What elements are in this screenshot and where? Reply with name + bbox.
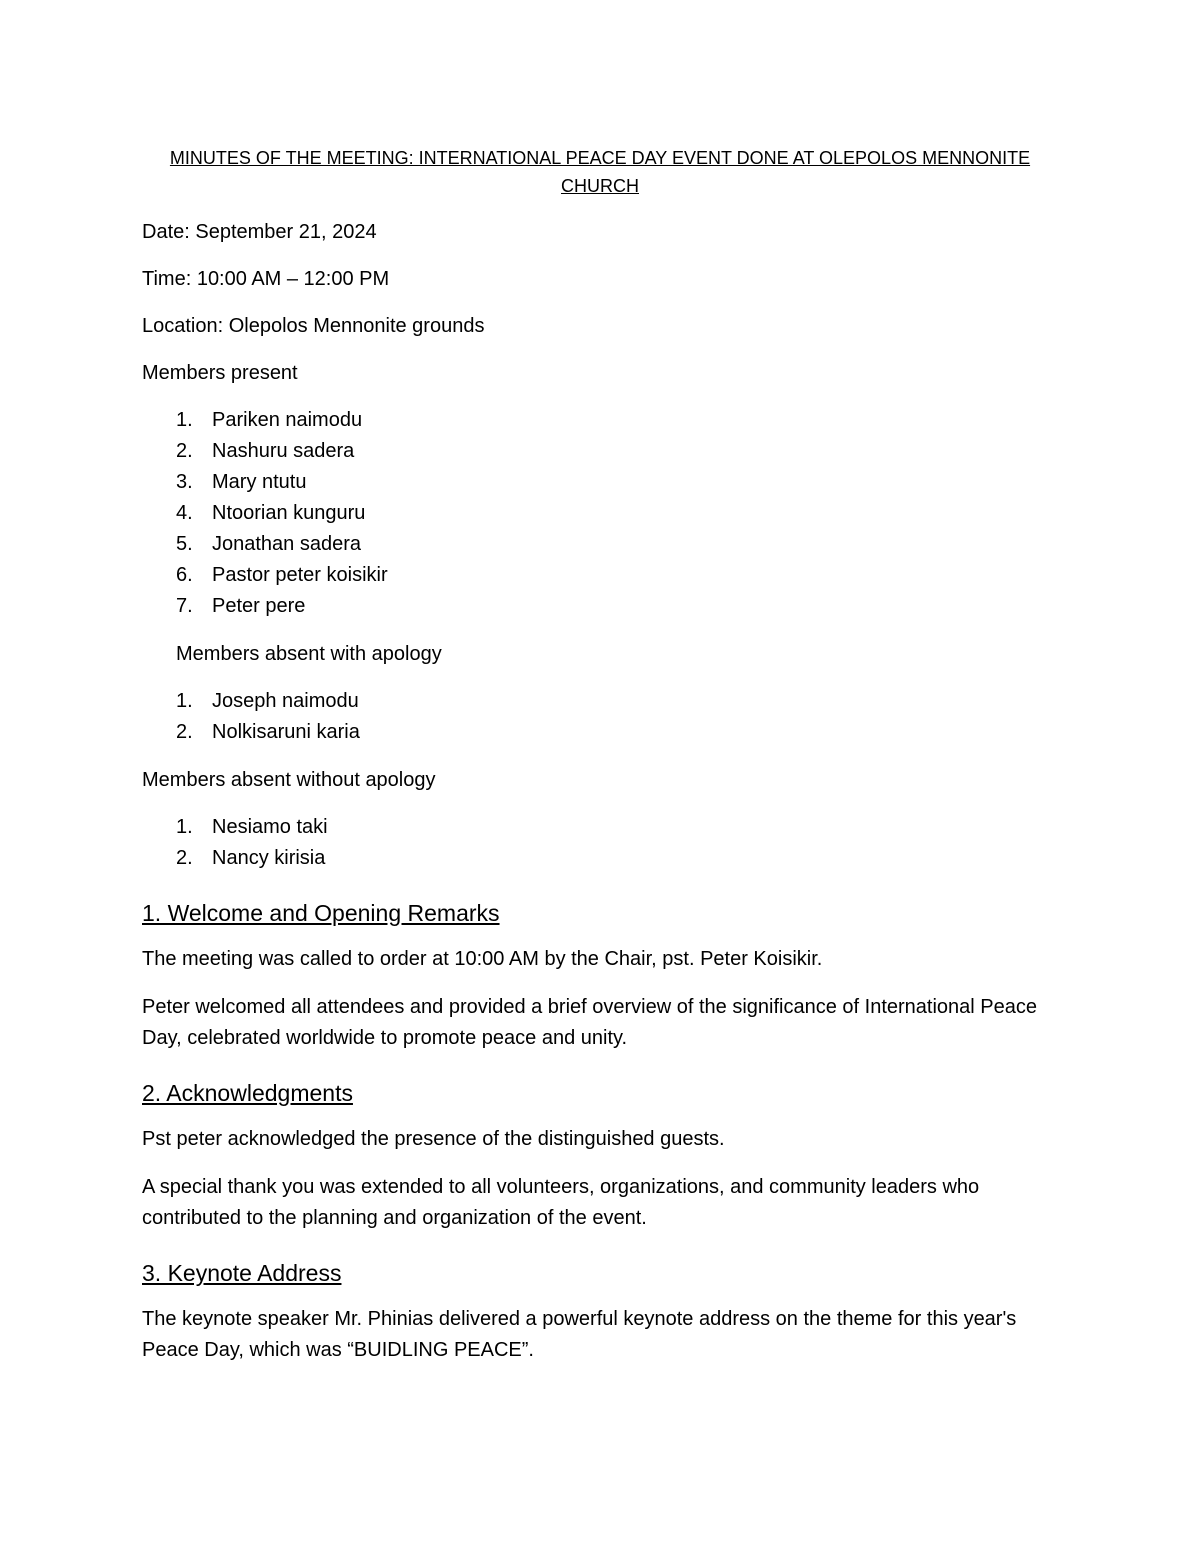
absent-with-apology-label: Members absent with apology	[176, 643, 442, 665]
member-name: Pariken naimodu	[212, 409, 363, 431]
list-number: 1.	[176, 690, 193, 712]
member-name: Mary ntutu	[212, 471, 307, 493]
list-number: 7.	[176, 595, 193, 617]
absent-with-apology-list	[142, 686, 1058, 748]
list-item	[142, 686, 1058, 717]
list-number: 5.	[176, 533, 193, 555]
list-number: 3.	[176, 471, 193, 493]
paragraph: The keynote speaker Mr. Phinias delivered a powerful keynote address on the theme for this year's Peace Day, which was “BUIDLING PEACE”.	[142, 1308, 1017, 1361]
member-name: Nolkisaruni karia	[212, 721, 360, 743]
member-name: Ntoorian kunguru	[212, 502, 366, 524]
paragraph: A special thank you was extended to all volunteers, organizations, and community leaders who contributed to the planning and organization of the event.	[142, 1176, 980, 1229]
member-name: Joseph naimodu	[212, 690, 359, 712]
list-number: 1.	[176, 409, 193, 431]
meeting-date: Date: September 21, 2024	[142, 221, 377, 243]
absent-without-apology-list	[142, 812, 1058, 874]
list-item	[142, 717, 1058, 748]
document-content	[142, 144, 1058, 1383]
paragraph: Pst peter acknowledged the presence of the distinguished guests.	[142, 1128, 725, 1150]
list-number: 6.	[176, 564, 193, 586]
list-item	[142, 467, 1058, 498]
list-number: 4.	[176, 502, 193, 524]
absent-without-apology-label: Members absent without apology	[142, 769, 436, 791]
member-name: Nashuru sadera	[212, 440, 355, 462]
member-name: Jonathan sadera	[212, 533, 362, 555]
members-present-label: Members present	[142, 362, 298, 384]
list-item	[142, 812, 1058, 843]
list-number: 2.	[176, 721, 193, 743]
meeting-location: Location: Olepolos Mennonite grounds	[142, 315, 485, 337]
member-name: Nancy kirisia	[212, 847, 326, 869]
paragraph: The meeting was called to order at 10:00 AM by the Chair, pst. Peter Koisikir.	[142, 948, 823, 970]
section-heading-acknowledgments: 2. Acknowledgments	[142, 1080, 353, 1106]
list-item	[142, 436, 1058, 467]
list-item	[142, 529, 1058, 560]
meeting-time: Time: 10:00 AM – 12:00 PM	[142, 268, 390, 290]
list-item	[142, 405, 1058, 436]
list-number: 2.	[176, 847, 193, 869]
section-heading-keynote: 3. Keynote Address	[142, 1260, 342, 1286]
list-item	[142, 560, 1058, 591]
list-number: 1.	[176, 816, 193, 838]
document-title: MINUTES OF THE MEETING: INTERNATIONAL PEACE DAY EVENT DONE AT OLEPOLOS MENNONITE CHURCH	[169, 148, 1031, 196]
member-name: Peter pere	[212, 595, 306, 617]
paragraph: Peter welcomed all attendees and provided a brief overview of the significance of International Peace Day, celebrated worldwide to promote peace and unity.	[142, 996, 1037, 1049]
list-item	[142, 843, 1058, 874]
member-name: Nesiamo taki	[212, 816, 328, 838]
list-item	[142, 591, 1058, 622]
list-item	[142, 498, 1058, 529]
members-present-list	[142, 405, 1058, 622]
list-number: 2.	[176, 440, 193, 462]
member-name: Pastor peter koisikir	[212, 564, 388, 586]
section-heading-welcome: 1. Welcome and Opening Remarks	[142, 900, 500, 926]
